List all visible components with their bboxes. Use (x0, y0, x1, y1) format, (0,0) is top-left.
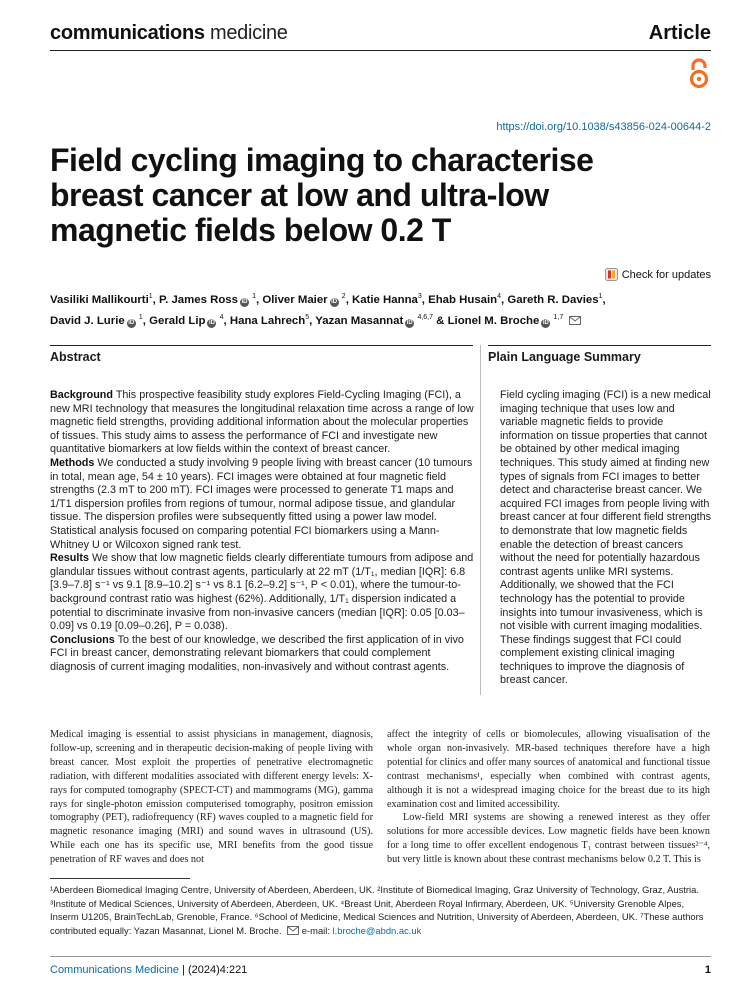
body-paragraph: affect the integrity of cells or biomolecules, allowing visualisation of the whole organ non-invasively. MR-based techniques therefore have a high potential for clinics and offer many sources of anatomical and functional tissue contrast mechanisms¹, especially when combined with contrast agents, although it is not a widespread imaging choice for the breast due to its high examination cost and limited accessibility. (387, 729, 710, 810)
journal-name-light: medicine (209, 22, 288, 44)
author-name[interactable]: Vasiliki Mallikourti (50, 293, 149, 306)
journal-name-bold: communications (50, 22, 205, 44)
article-title: Field cycling imaging to characterise breast cancer at low and ultra-low magnetic fields below 0.2 T (50, 142, 594, 248)
abstract-text (50, 389, 474, 674)
plain-summary-heading: Plain Language Summary (488, 345, 711, 364)
body-column-right (387, 728, 710, 867)
check-updates-icon (605, 268, 618, 281)
doi-link[interactable]: https://doi.org/10.1038/s43856-024-00644-2 (496, 121, 711, 133)
body-paragraph: Low-field MRI systems are showing a renewed interest as they offer solutions for more accessible devices. Low magnetic fields have been known for a long time to offer excellent endogenous T₁ contrast between tissues²⁻⁴, but very little is known about these contrast mechanisms below 0.2 T. This is (387, 812, 710, 866)
footer-journal-link[interactable]: Communications Medicine (50, 964, 179, 976)
body-paragraph: Medical imaging is essential to assist physicians in management, diagnosis, follow-up, screening and in therapeutic decision-making of people living with breast cancer. Most exploit the properties of penetrative electromagnetic radiation, with different modalities associated with different energy levels: X-rays for computed tomography (SPECT-CT) and mammograms (MG), gamma rays for single-photon emission computerised tomography, positron emission tomography (PET), radiofrequency (RF) waves coupled to a magnetic field for magnetic resonance imaging (MRI) and sound waves in ultrasound (US). While each one has its specific use, MRI benefits from the good tissue penetration of RF waves and does not (50, 729, 373, 866)
author-line-1: Vasiliki Mallikourti$^1$, P. James Ross iD $^1$, Oliver Maier iD $^2$, Katie Hanna$^3$, Ehab Husain$^4$, Gareth R. Davies$^1$, (50, 293, 606, 306)
orcid-icon[interactable]: iD (128, 319, 135, 326)
abstract-conclusions: Conclusions To the best of our knowledge, we described the first application of in vivo FCI in breast cancer, demonstrating relevant biomarkers that could complement diagnosis of current imaging modalities, non-invasively and without contrast agents. (50, 633, 464, 673)
footer-citation (50, 964, 247, 976)
check-for-updates-button[interactable] (605, 268, 711, 281)
affiliations-footnote: ¹Aberdeen Biomedical Imaging Centre, University of Aberdeen, Aberdeen, UK. ²Institute of Biomedical Imaging, Graz University of Technology, Graz, Austria. ³Institute of Medical Sciences, University of Aberdeen, Aberdeen, UK. ⁴Breast Unit, Aberdeen Royal Infirmary, Aberdeen, UK. ⁵University Grenoble Alpes, Inserm U1205, BrainTechLab, Grenoble, France. ⁶School of Medicine, Medical Sciences and Nutrition, University of Aberdeen, Aberdeen, UK. ⁷These authors contributed equally: Yazan Masannat, Lionel M. Broche. e-mail: l.broche@abdn.ac.uk (50, 884, 704, 936)
author-name[interactable]: Gareth R. Davies (507, 293, 599, 306)
orcid-icon[interactable]: iD (406, 319, 413, 326)
article-type-label: Article (648, 22, 711, 44)
mail-icon (287, 926, 299, 935)
orcid-icon[interactable]: iD (208, 319, 215, 326)
author-name[interactable]: Gerald Lip (149, 314, 206, 327)
orcid-icon[interactable]: iD (542, 319, 549, 326)
mail-icon[interactable] (569, 316, 581, 325)
author-list (50, 288, 690, 330)
author-name[interactable]: Yazan Masannat (315, 314, 404, 327)
author-name[interactable]: P. James Ross (159, 293, 238, 306)
body-column-left (50, 728, 373, 867)
check-updates-label: Check for updates (621, 268, 711, 281)
author-name[interactable]: Ehab Husain (428, 293, 498, 306)
plain-summary-text: Field cycling imaging (FCI) is a new medical imaging technique that uses low and variable magnetic fields to provide information on tissue properties that cannot be obtained by other medical imaging techniques. This study aimed at finding new types of signals from FCI images to better detect and characterise breast cancer. We acquired FCI images from people living with breast cancer at four different field strengths to demonstrate that low magnetic fields enable the detection of breast cancers without the need for potentially hazardous contrast agents unlike MRI systems. Additionally, we showed that the FCI technology has the potential to provide insights into tumour invasiveness, which is not visible with current imaging modalities. These findings suggest that FCI could complement existing clinical imaging techniques to improve the diagnosis of breast cancer. (500, 389, 712, 687)
orcid-icon[interactable]: iD (331, 298, 338, 305)
footer-rule (50, 956, 711, 957)
author-name[interactable]: Hana Lahrech (229, 314, 306, 327)
header-rule (50, 50, 711, 51)
author-name[interactable]: Lionel M. Broche (447, 314, 540, 327)
author-line-2: David J. Lurie iD $^1$, Gerald Lip iD $^4$, Hana Lahrech$^5$, Yazan Masannat iD $^{4,6,7}$ & Lionel M. Broche iD $^{1,7}$ (50, 309, 690, 330)
abstract-methods: Methods We conducted a study involving 9 people living with breast cancer (10 tumours in total, mean age, 54 ± 10 years). FCI images were obtained at four magnetic field strengths (2.3 mT to 200 mT). FCI images were processed to generate T1 maps and 1/T1 dispersion profiles from regions of tumour, normal adipose tissue, and glandular tissue. The dispersion profiles were subsequently fitted using a power law model. Statistical analysis focused on comparing potential FCI biomarkers using a Mann-Whitney U or Wilcoxon signed rank test. (50, 456, 473, 551)
footer-volume: | (2024)4:221 (182, 964, 248, 976)
journal-name (50, 22, 288, 45)
author-name[interactable]: David J. Lurie (50, 314, 125, 327)
column-divider (480, 345, 481, 695)
page-number: 1 (704, 964, 711, 976)
abstract-background: Background This prospective feasibility study explores Field-Cycling Imaging (FCI), a new MRI technology that measures the longitudinal relaxation time across a range of low magnetic field strengths, providing additional information about the molecular properties of tissues. This study aims to assess the performance of FCI and investigate new quantitative biomarkers at low fields within the context of breast cancer. (50, 389, 474, 456)
orcid-icon[interactable]: iD (241, 298, 248, 305)
corresponding-email-link[interactable]: l.broche@abdn.ac.uk (332, 924, 422, 936)
footnote-rule (50, 878, 190, 879)
open-access-icon (688, 58, 710, 90)
author-name[interactable]: Oliver Maier (262, 293, 328, 306)
abstract-heading: Abstract (50, 345, 473, 364)
author-name[interactable]: Katie Hanna (352, 293, 418, 306)
abstract-results: Results We show that low magnetic fields clearly differentiate tumours from adipose and glandular tissues without contrast agents, particularly at 22 mT (1/T₁, median [IQR]: 6.8 [3.9–7.8] s⁻¹ vs 9.1 [8.9–10.2] s⁻¹ vs 8.1 [6.2–9.2] s⁻¹, P < 0.01), where the tumour-to-background contrast ratio was highest (62%). Additionally, 1/T₁ dispersion indicated a potential to discriminate invasive from non-invasive cancers (median [IQR]: 0.05 [0.03–0.09] vs 0.19 [0.09–0.26], P = 0.038). (50, 552, 474, 633)
